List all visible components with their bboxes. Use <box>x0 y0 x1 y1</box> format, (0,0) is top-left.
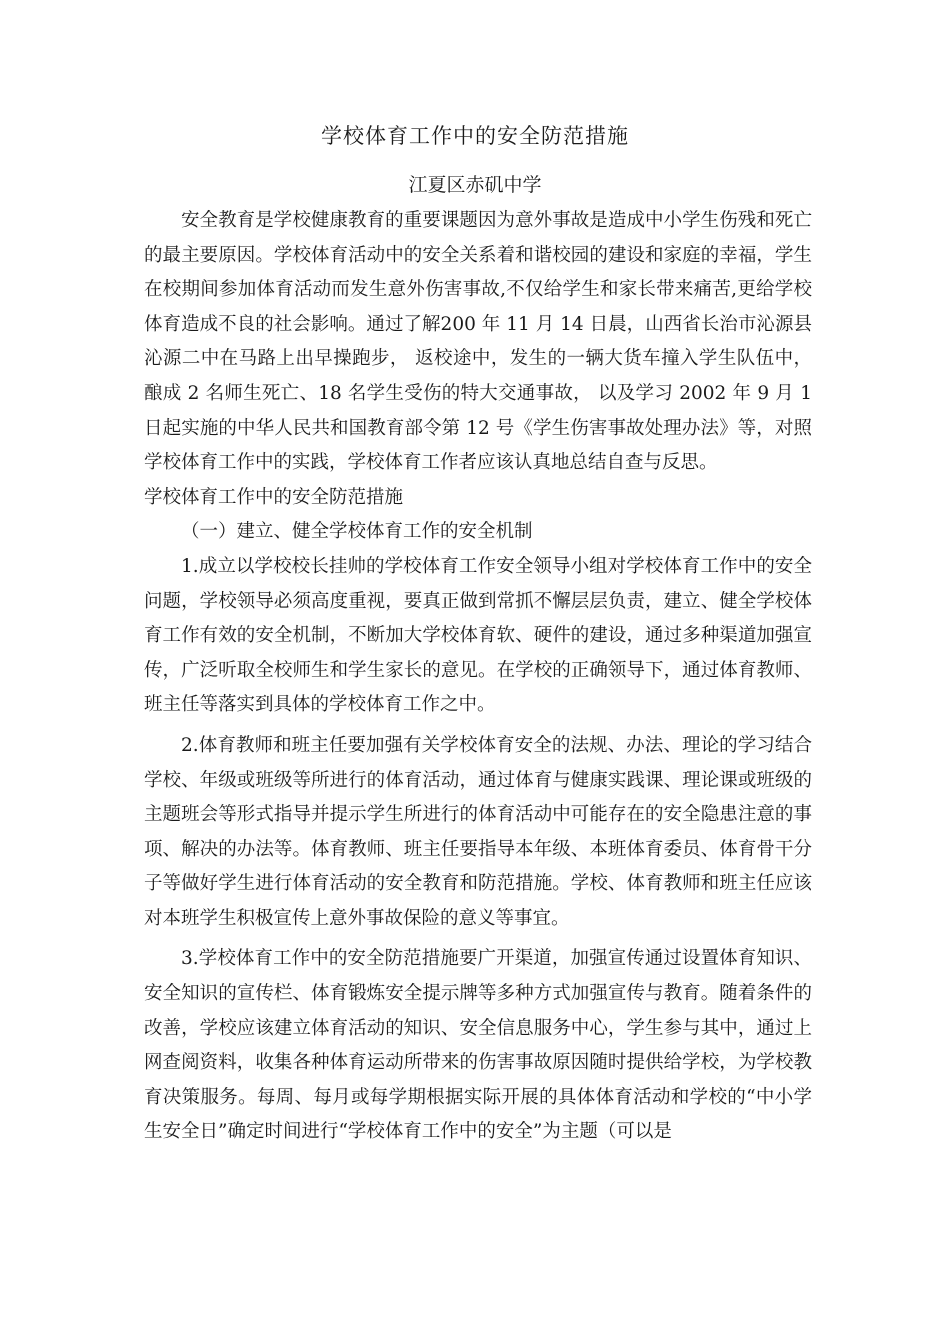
document-title: 学校体育工作中的安全防范措施 <box>321 124 629 148</box>
paragraph-item-2: 2.体育教师和班主任要加强有关学校体育安全的法规、办法、理论的学习结合学校、年级或班级等所进行的体育活动，通过体育与健康实践课、理论课或班级的主题班会等形式指导并提示学生所进行的体育活动中可能存在的安全隐患注意的事项、解决的办法等。体育教师、班主任要指导本年级、本班体育委员、体育骨干分子等做好学生进行体育活动的安全教育和防范措施。学校、体育教师和班主任应该对本班学生积极宣传上意外事故保险的意义等事宜。 <box>144 734 812 929</box>
document-body <box>144 204 812 1150</box>
paragraph-intro: 安全教育是学校健康教育的重要课题因为意外事故是造成中小学生伤残和死亡的最主要原因。学校体育活动中的安全关系着和谐校园的建设和家庭的幸福，学生在校期间参加体育活动而发生意外伤害事故,不仅给学生和家长带来痛苦,更给学校体育造成不良的社会影响。通过了解200 年 11 月 14 日晨，山西省长治市沁源县沁源二中在马路上出早操跑步， 返校途中，发生的一辆大货车撞入学生队伍中，酿成 2 名师生死亡、18 名学生受伤的特大交通事故， 以及学习 2002 年 9 月 1 日起实施的中华人民共和国教育部令第 12 号《学生伤害事故处理办法》等，对照学校体育工作中的实践，学校体育工作者应该认真地总结自查与反思。 <box>144 210 812 474</box>
document-author: 江夏区赤矶中学 <box>408 174 542 196</box>
section-heading: 学校体育工作中的安全防范措施 <box>144 486 404 508</box>
subsection-heading: （一）建立、健全学校体育工作的安全机制 <box>181 521 533 543</box>
paragraph-item-3: 3.学校体育工作中的安全防范措施要广开渠道，加强宣传通过设置体育知识、安全知识的宣传栏、体育锻炼安全提示牌等多种方式加强宣传与教育。随着条件的改善，学校应该建立体育活动的知识、安全信息服务中心，学生参与其中，通过上网查阅资料，收集各种体育运动所带来的伤害事故原因随时提供给学校，为学校教育决策服务。每周、每月或每学期根据实际开展的具体体育活动和学校的“中小学生安全日”确定时间进行“学校体育工作中的安全”为主题（可以是 <box>144 948 812 1143</box>
paragraph-item-1: 1.成立以学校校长挂帅的学校体育工作安全领导小组对学校体育工作中的安全问题，学校领导必须高度重视，要真正做到常抓不懈层层负责，建立、健全学校体育工作有效的安全机制，不断加大学校体育软、硬件的建设，通过多种渠道加强宣传，广泛听取全校师生和学生家长的意见。在学校的正确领导下，通过体育教师、班主任等落实到具体的学校体育工作之中。 <box>144 555 812 716</box>
